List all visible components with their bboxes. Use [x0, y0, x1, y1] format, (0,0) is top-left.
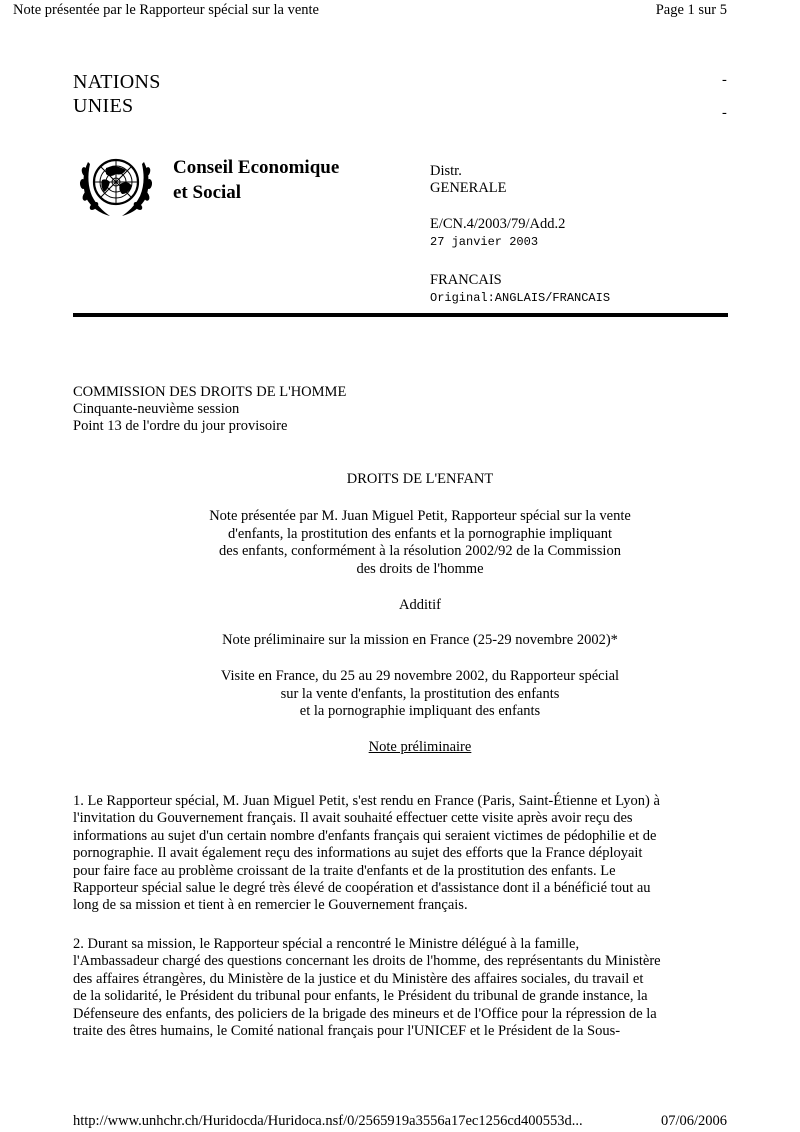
council-name-line1: Conseil Economique [173, 157, 340, 178]
un-emblem-icon [76, 148, 156, 220]
paragraph-line: l'invitation du Gouvernement français. Il avait souhaité effectuer cette visite après avoir reçu des [73, 810, 633, 827]
document-date: 27 janvier 2003 [430, 235, 539, 249]
org-dash-2: - [722, 105, 727, 121]
distr-value: GENERALE [430, 180, 507, 196]
print-footer-date: 07/06/2006 [660, 1113, 727, 1129]
visit-title-line: et la pornographie impliquant des enfants [299, 703, 541, 719]
preliminary-note-title: Note préliminaire sur la mission en France (25-29 novembre 2002)* [222, 632, 618, 648]
paragraph-line: Rapporteur spécial salue le degré très élevé de coopération et d'assistance dont il a bénéficié tout au [73, 880, 651, 897]
paragraph-line: l'Ambassadeur chargé des questions concernant les droits de l'homme, des représentants du Ministère [73, 953, 661, 970]
paragraph-line: long de sa mission et tient à en remercier le Gouvernement français. [73, 897, 468, 914]
note-title-line: d'enfants, la prostitution des enfants et la pornographie impliquant [228, 525, 612, 542]
visit-title-line: sur la vente d'enfants, la prostitution des enfants [280, 685, 560, 702]
print-header-title: Note présentée par le Rapporteur spécial sur la vente [13, 2, 319, 18]
paragraph-line: pornographie. Il avait également reçu des informations au sujet des efforts que la France déployait [73, 845, 643, 862]
paragraph-2 [73, 936, 729, 1040]
paragraph-line: 1. Le Rapporteur spécial, M. Juan Miguel Petit, s'est rendu en France (Paris, Saint-Étienne et Lyon) à [73, 793, 660, 809]
print-header-page: Page 1 sur 5 [655, 2, 727, 18]
note-title-block [120, 508, 720, 578]
org-name-line1: NATIONS [73, 71, 161, 93]
section-title: Note préliminaire [368, 739, 472, 755]
org-dash-1: - [722, 72, 727, 88]
print-footer-url[interactable]: http://www.unhchr.ch/Huridocda/Huridoca.nsf/0/2565919a3556a17ec1256cd400553d... [73, 1113, 583, 1129]
document-symbol: E/CN.4/2003/79/Add.2 [430, 216, 566, 232]
commission-name: COMMISSION DES DROITS DE L'HOMME [73, 384, 347, 400]
paragraph-line: informations au sujet d'un certain nombre d'enfants français qui seraient victimes de pédophilie et de [73, 827, 657, 844]
document-language: FRANCAIS [430, 272, 502, 288]
distr-label: Distr. [430, 163, 462, 179]
org-name-line2: UNIES [73, 95, 134, 117]
paragraph-line: Défenseure des enfants, des policiers de la brigade des mineurs et de l'Office pour la répression de la [73, 1005, 657, 1022]
paragraph-line: 2. Durant sa mission, le Rapporteur spécial a rencontré le Ministre délégué à la famille, [73, 936, 580, 952]
addendum-label: Additif [399, 597, 441, 613]
note-title-line: des enfants, conformément à la résolution 2002/92 de la Commission [219, 543, 621, 559]
paragraph-line: de la solidarité, le Président du tribunal pour enfants, le Président du tribunal de grande instance, la [73, 988, 648, 1005]
original-language: Original:ANGLAIS/FRANCAIS [430, 291, 611, 305]
agenda-item: Point 13 de l'ordre du jour provisoire [73, 418, 288, 434]
paragraph-line: pour faire face au problème croissant de la traite d'enfants et de la prostitution des enfants. Le [73, 862, 616, 879]
note-title-line: des droits de l'homme [356, 560, 484, 577]
header-rule [73, 313, 728, 317]
paragraph-1 [73, 793, 729, 915]
visit-title-block [120, 668, 720, 721]
commission-session: Cinquante-neuvième session [73, 401, 240, 417]
document-heading: DROITS DE L'ENFANT [346, 471, 494, 487]
visit-title-line: Visite en France, du 25 au 29 novembre 2002, du Rapporteur spécial [220, 668, 620, 684]
note-title-line: Note présentée par M. Juan Miguel Petit, Rapporteur spécial sur la vente [209, 508, 631, 524]
paragraph-line: traite des êtres humains, le Comité national français pour l'UNICEF et le Président de la Sous- [73, 1023, 621, 1040]
paragraph-line: des affaires étrangères, du Ministère de la justice et du Ministère des affaires sociales, du travail et [73, 970, 644, 987]
section-title-wrap [120, 739, 720, 757]
council-name-line2: et Social [173, 182, 242, 203]
